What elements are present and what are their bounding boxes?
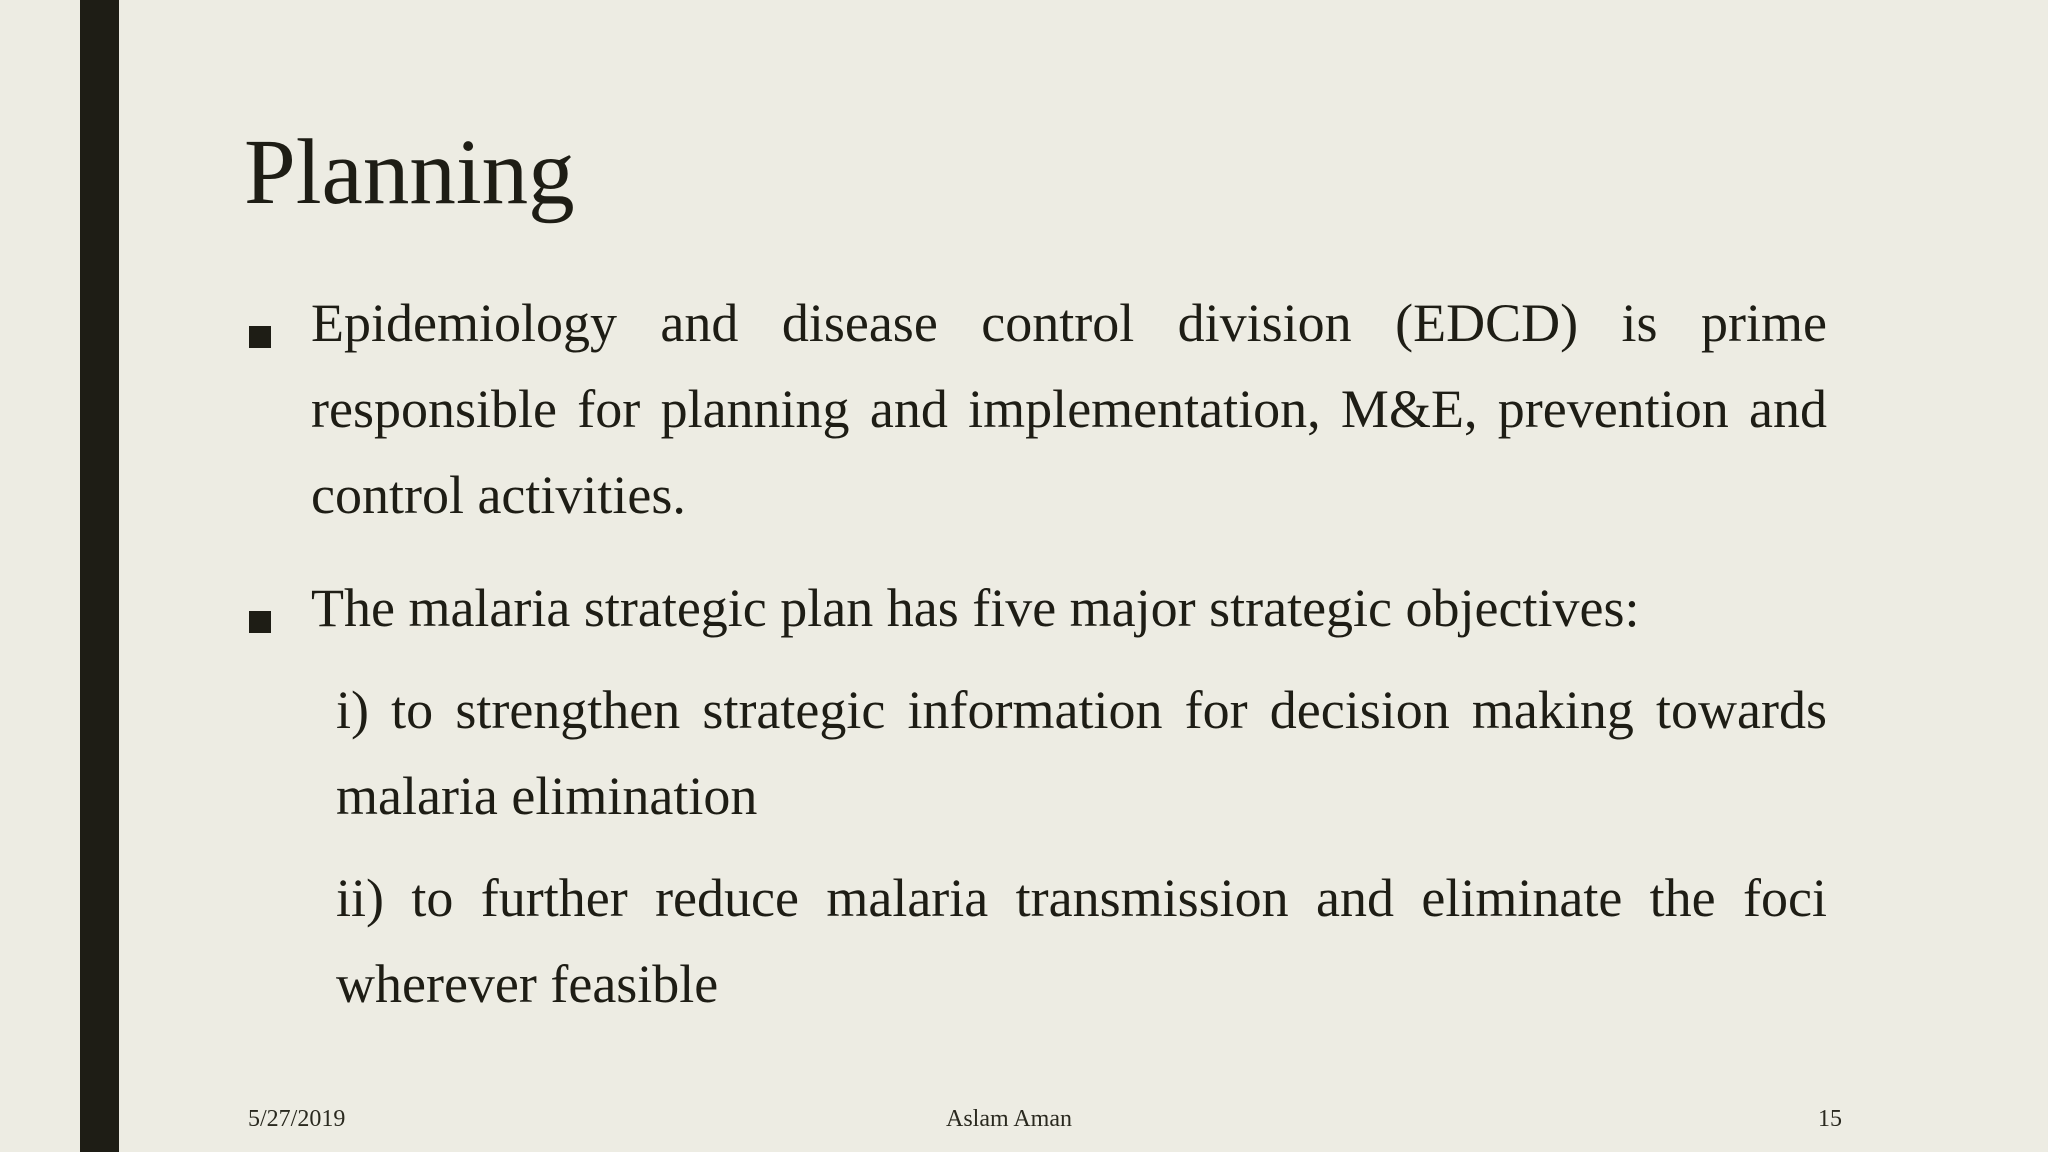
footer-date: 5/27/2019	[248, 1106, 346, 1132]
square-bullet-icon	[249, 326, 271, 348]
slide-title: Planning	[244, 121, 575, 224]
footer-author: Aslam Aman	[946, 1106, 1072, 1132]
footer-page-number: 15	[1818, 1106, 1842, 1132]
square-bullet-icon	[249, 611, 271, 633]
sub-item-1: i) to strengthen strategic information for decision making towards malaria elimination	[336, 680, 1827, 826]
left-accent-bar	[80, 0, 119, 1152]
bullet-text-1: Epidemiology and disease control division (EDCD) is prime responsible for planning and implementation, M&E, prevention and control activities.	[311, 293, 1827, 525]
sub-item-2: ii) to further reduce malaria transmission and eliminate the foci wherever feasible	[336, 868, 1827, 1014]
bullet-text-2: The malaria strategic plan has five major strategic objectives:	[311, 578, 1640, 638]
